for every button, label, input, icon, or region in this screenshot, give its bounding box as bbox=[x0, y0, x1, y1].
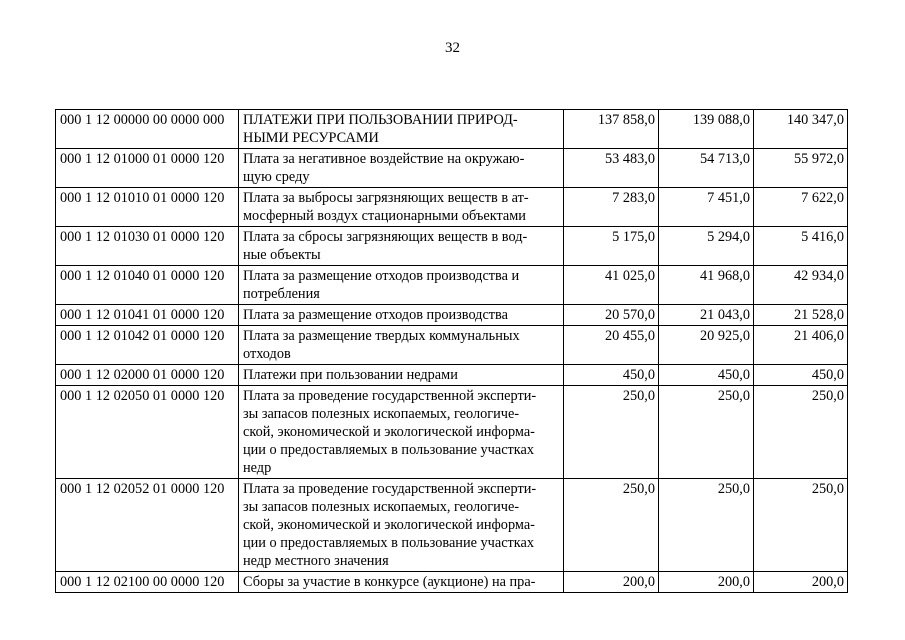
amount-cell-year-1: 20 570,0 bbox=[564, 305, 659, 326]
amount-cell-year-3: 21 528,0 bbox=[754, 305, 848, 326]
description-line: ской, экономической и экологической информа- bbox=[243, 517, 535, 533]
description-cell bbox=[239, 227, 564, 266]
amount-cell-year-1: 53 483,0 bbox=[564, 149, 659, 188]
amount-cell-year-2: 250,0 bbox=[659, 479, 754, 572]
description-line: ской, экономической и экологической информа- bbox=[243, 424, 535, 440]
budget-code-cell: 000 1 12 01041 01 0000 120 bbox=[56, 305, 239, 326]
description-line: ции о предоставляемых в пользование участках bbox=[243, 442, 535, 458]
description-line: Плата за негативное воздействие на окружаю- bbox=[243, 151, 525, 167]
description-line: потребления bbox=[243, 286, 320, 302]
description-line: НЫМИ РЕСУРСАМИ bbox=[243, 130, 379, 146]
description-line: Плата за проведение государственной эксперти- bbox=[243, 388, 537, 404]
page-number: 32 bbox=[445, 40, 460, 56]
description-line: зы запасов полезных ископаемых, геологиче- bbox=[243, 499, 520, 515]
amount-cell-year-1: 137 858,0 bbox=[564, 110, 659, 149]
table-row bbox=[56, 326, 848, 365]
description-line: Плата за размещение отходов производства и bbox=[243, 268, 520, 284]
description-cell bbox=[239, 266, 564, 305]
description-cell bbox=[239, 188, 564, 227]
description-line: Плата за размещение отходов производства bbox=[243, 307, 508, 323]
amount-cell-year-2: 5 294,0 bbox=[659, 227, 754, 266]
table-row bbox=[56, 572, 848, 593]
amount-cell-year-3: 42 934,0 bbox=[754, 266, 848, 305]
budget-code-cell: 000 1 12 02052 01 0000 120 bbox=[56, 479, 239, 572]
description-cell bbox=[239, 572, 564, 593]
description-line: отходов bbox=[243, 346, 291, 362]
amount-cell-year-3: 140 347,0 bbox=[754, 110, 848, 149]
amount-cell-year-3: 21 406,0 bbox=[754, 326, 848, 365]
description-line: щую среду bbox=[243, 169, 310, 185]
table-row bbox=[56, 188, 848, 227]
table-row bbox=[56, 479, 848, 572]
table-row bbox=[56, 266, 848, 305]
amount-cell-year-2: 41 968,0 bbox=[659, 266, 754, 305]
amount-cell-year-2: 54 713,0 bbox=[659, 149, 754, 188]
description-line: Плата за выбросы загрязняющих веществ в ат- bbox=[243, 190, 529, 206]
amount-cell-year-2: 21 043,0 bbox=[659, 305, 754, 326]
description-line: мосферный воздух стационарными объектами bbox=[243, 208, 526, 224]
amount-cell-year-1: 250,0 bbox=[564, 386, 659, 479]
description-line: зы запасов полезных ископаемых, геологиче- bbox=[243, 406, 520, 422]
budget-code-cell: 000 1 12 01000 01 0000 120 bbox=[56, 149, 239, 188]
description-line: Сборы за участие в конкурсе (аукционе) на пра- bbox=[243, 574, 536, 590]
amount-cell-year-2: 450,0 bbox=[659, 365, 754, 386]
amount-cell-year-3: 450,0 bbox=[754, 365, 848, 386]
budget-code-cell: 000 1 12 01040 01 0000 120 bbox=[56, 266, 239, 305]
description-line: Платежи при пользовании недрами bbox=[243, 367, 458, 383]
description-line: ции о предоставляемых в пользование участках bbox=[243, 535, 535, 551]
table-row bbox=[56, 386, 848, 479]
amount-cell-year-1: 41 025,0 bbox=[564, 266, 659, 305]
budget-code-cell: 000 1 12 01010 01 0000 120 bbox=[56, 188, 239, 227]
amount-cell-year-2: 250,0 bbox=[659, 386, 754, 479]
budget-table bbox=[55, 109, 848, 593]
description-line: Плата за проведение государственной эксперти- bbox=[243, 481, 537, 497]
table-row bbox=[56, 110, 848, 149]
description-cell bbox=[239, 326, 564, 365]
amount-cell-year-3: 250,0 bbox=[754, 479, 848, 572]
description-line: ные объекты bbox=[243, 247, 321, 263]
budget-table-body bbox=[56, 110, 848, 593]
description-cell bbox=[239, 386, 564, 479]
amount-cell-year-2: 20 925,0 bbox=[659, 326, 754, 365]
budget-code-cell: 000 1 12 02050 01 0000 120 bbox=[56, 386, 239, 479]
amount-cell-year-3: 200,0 bbox=[754, 572, 848, 593]
budget-code-cell: 000 1 12 02000 01 0000 120 bbox=[56, 365, 239, 386]
amount-cell-year-1: 20 455,0 bbox=[564, 326, 659, 365]
amount-cell-year-1: 200,0 bbox=[564, 572, 659, 593]
description-cell bbox=[239, 479, 564, 572]
budget-code-cell: 000 1 12 01042 01 0000 120 bbox=[56, 326, 239, 365]
amount-cell-year-2: 200,0 bbox=[659, 572, 754, 593]
amount-cell-year-1: 7 283,0 bbox=[564, 188, 659, 227]
description-line: недр bbox=[243, 460, 272, 476]
budget-code-cell: 000 1 12 02100 00 0000 120 bbox=[56, 572, 239, 593]
amount-cell-year-3: 55 972,0 bbox=[754, 149, 848, 188]
description-cell bbox=[239, 149, 564, 188]
description-line: Плата за размещение твердых коммунальных bbox=[243, 328, 520, 344]
amount-cell-year-3: 7 622,0 bbox=[754, 188, 848, 227]
budget-code-cell: 000 1 12 01030 01 0000 120 bbox=[56, 227, 239, 266]
table-row bbox=[56, 365, 848, 386]
budget-code-cell: 000 1 12 00000 00 0000 000 bbox=[56, 110, 239, 149]
table-row bbox=[56, 149, 848, 188]
amount-cell-year-2: 7 451,0 bbox=[659, 188, 754, 227]
description-line: недр местного значения bbox=[243, 553, 389, 569]
description-cell bbox=[239, 365, 564, 386]
amount-cell-year-3: 250,0 bbox=[754, 386, 848, 479]
amount-cell-year-3: 5 416,0 bbox=[754, 227, 848, 266]
amount-cell-year-1: 5 175,0 bbox=[564, 227, 659, 266]
description-cell bbox=[239, 305, 564, 326]
amount-cell-year-1: 450,0 bbox=[564, 365, 659, 386]
description-line: ПЛАТЕЖИ ПРИ ПОЛЬЗОВАНИИ ПРИРОД- bbox=[243, 112, 518, 128]
table-row bbox=[56, 305, 848, 326]
table-row bbox=[56, 227, 848, 266]
amount-cell-year-2: 139 088,0 bbox=[659, 110, 754, 149]
description-line: Плата за сбросы загрязняющих веществ в вод- bbox=[243, 229, 528, 245]
amount-cell-year-1: 250,0 bbox=[564, 479, 659, 572]
description-cell bbox=[239, 110, 564, 149]
